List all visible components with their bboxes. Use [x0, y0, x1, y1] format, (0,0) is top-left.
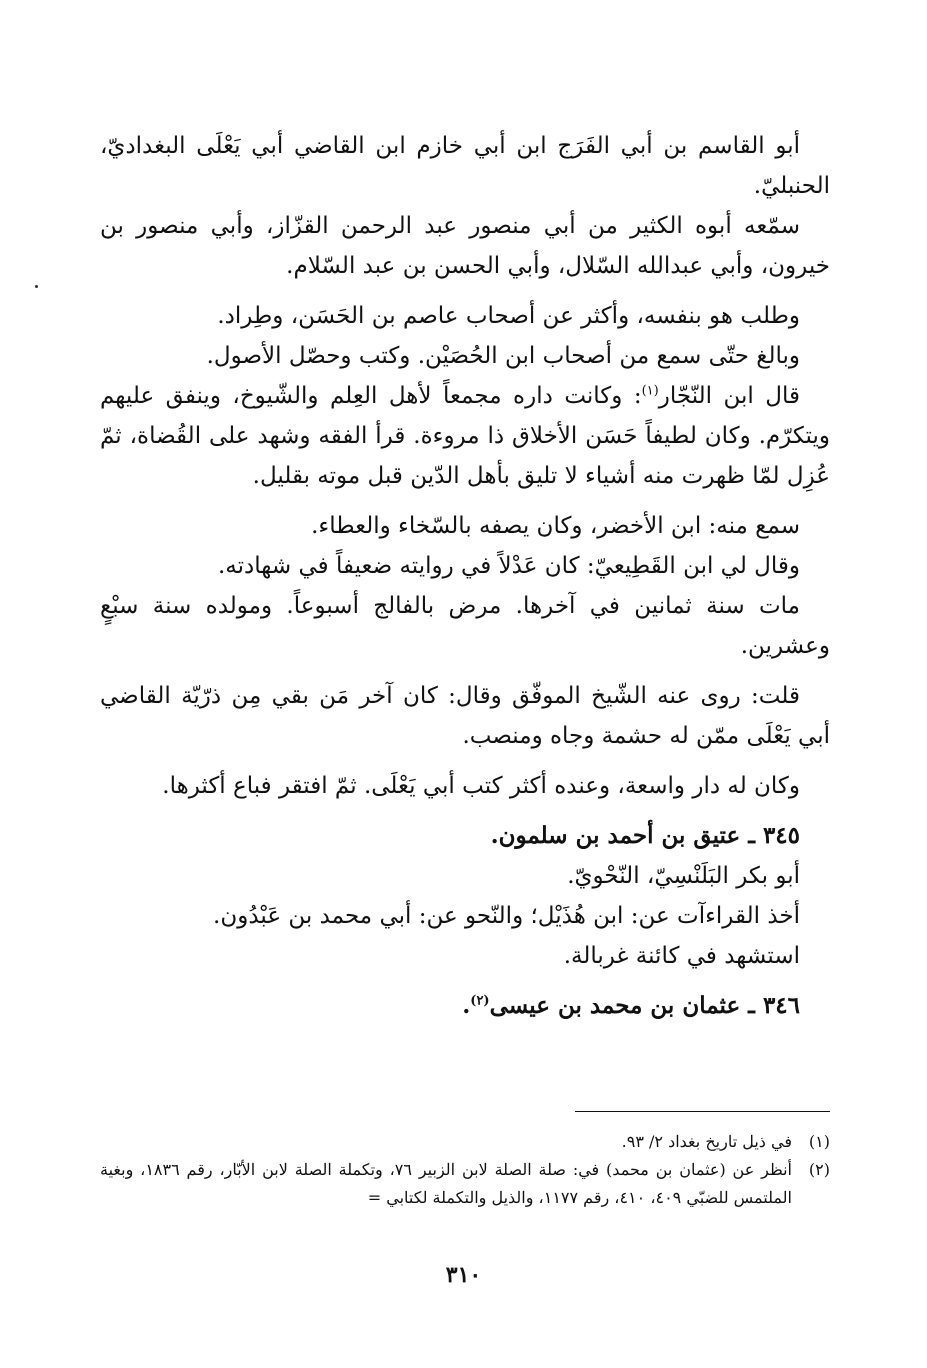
margin-speck [35, 285, 38, 288]
paragraph-heard-from: سمع منه: ابن الأخضر، وكان يصفه بالسّخاء والعطاء. [311, 513, 800, 539]
paragraph-studies: وطلب هو بنفسه، وأكثر عن أصحاب عاصم بن الحَسَن، وطِراد. [217, 303, 800, 329]
paragraph-name: أبو القاسم بن أبي الفَرَج ابن أبي خازم ابن القاضي أبي يَعْلَى البغداديّ، الحنبليّ. [100, 133, 830, 199]
paragraph-death: مات سنة ثمانين في آخرها. مرض بالفالج أسبوعاً. ومولده سنة سبْعٍ وعشرين. [100, 593, 830, 659]
footnotes [100, 1128, 830, 1212]
entry-346-title-text: ٣٤٦ ـ عثمان بن محمد بن عيسى [489, 992, 800, 1019]
main-text [100, 126, 830, 1026]
footnote-1-number: (١) [808, 1132, 830, 1151]
entry-345-line-2: أخذ القراءآت عن: ابن هُذَيْل؛ والنّحو عن: أبي محمد بن عَبْدُون. [213, 903, 800, 929]
entry-346-title-tail: . [462, 992, 471, 1019]
biography-section [100, 126, 830, 806]
entry-345 [100, 816, 830, 976]
paragraph-ibn-najjar [100, 376, 830, 496]
footnote-divider [575, 1111, 830, 1112]
footnote-1-text: في ذيل تاريخ بغداد ٢/ ٩٣. [621, 1132, 792, 1151]
paragraph-house: وكان له دار واسعة، وعنده أكثر كتب أبي يَعْلَى. ثمّ افتقر فباع أكثرها. [162, 773, 800, 799]
footnote-2 [100, 1156, 830, 1212]
entry-346 [100, 986, 830, 1026]
footnote-ref-2[interactable]: (٢) [470, 993, 490, 1009]
paragraph-persistence: وبالغ حتّى سمع من أصحاب ابن الحُصَيْن. وكتب وحصّل الأصول. [206, 343, 800, 369]
paragraph-teachers: سمّعه أبوه الكثير من أبي منصور عبد الرحمن القزّاز، وأبي منصور بن خيرون، وأبي عبدالله السّلال، وأبي الحسن بن عبد السّلام. [100, 213, 830, 279]
paragraph-ibn-najjar-start: قال ابن النّجّار [658, 383, 800, 409]
paragraph-ibn-najjar-rest: : وكانت داره مجمعاً لأهل العِلم والشّيوخ، وينفق عليهم ويتكرّم. وكان لطيفاً حَسَن الأخلاق ذا مروءة. قرأ الفقه وشهد على القُضاة، ثمّ عُزِل لمّا ظهرت منه أشياء لا تليق بأهل الدّين قبل موته بقليل. [100, 383, 830, 489]
paragraph-note: قلت: روى عنه الشّيخ الموفّق وقال: كان آخر مَن بقي مِن ذرّيّة القاضي أبي يَعْلَى ممّن له حشمة وجاه ومنصب. [100, 683, 830, 749]
footnote-ref-1[interactable]: (١) [641, 383, 659, 399]
footnote-2-text: أنظر عن (عثمان بن محمد) في: صلة الصلة لابن الزبير ٧٦، وتكملة الصلة لابن الأبّار، رقم ١٨٣٦، وبغية الملتمس للضبّي ٤٠٩، ٤١٠، رقم ١١٧٧، والذيل والتكملة لكتابي = [100, 1160, 792, 1207]
paragraph-qatii: وقال لي ابن القَطِيعيّ: كان عَدْلاً في روايته ضعيفاً في شهادته. [217, 553, 800, 579]
entry-345-title: ٣٤٥ ـ عتيق بن أحمد بن سلمون. [490, 822, 800, 849]
entry-345-line-1: أبو بكر البَلَنْسِيّ، النّحْويّ. [567, 863, 800, 889]
entry-345-line-3: استشهد في كائنة غربالة. [563, 943, 800, 969]
footnote-1 [100, 1128, 830, 1156]
footnote-2-number: (٢) [808, 1160, 830, 1179]
entry-346-title [100, 986, 830, 1026]
page-number: ٣١٠ [445, 1262, 482, 1288]
